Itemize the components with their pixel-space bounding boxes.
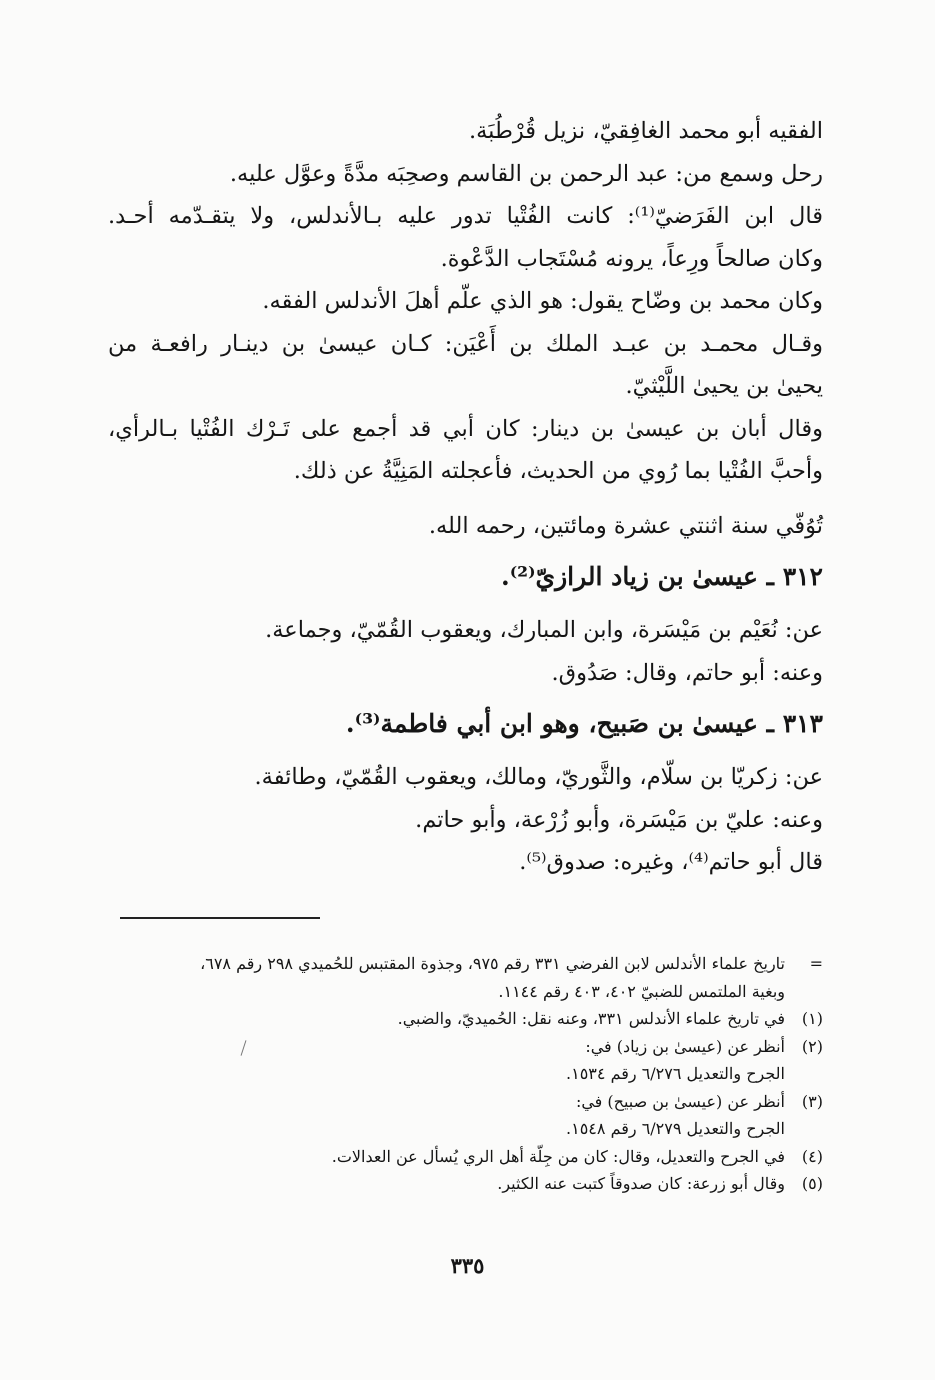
footnote-text: تاريخ علماء الأندلس لابن الفرضي ٣٣١ رقم ٩٧٥، وجذوة المقتبس للحُميدي ٢٩٨ رقم ٦٧٨،: [200, 954, 785, 973]
entry-313-line: عن: زكريّا بن سلّام، والثَّوريّ، ومالك، ويعقوب القُمّيّ، وطائفة.: [254, 764, 823, 790]
footnote-mark: (٥): [801, 1174, 823, 1193]
footnote-text: الجرح والتعديل ٦/٢٧٦ رقم ١٥٣٤.: [566, 1064, 785, 1083]
entry-313-line: وعنه: عليّ بن مَيْسَرة، وأبو زُرْعة، وأبو حاتم.: [415, 806, 823, 833]
footnote-text: في تاريخ علماء الأندلس ٣٣١، وعنه نقل: الحُميديّ، والضبي.: [397, 1009, 785, 1028]
footnotes: [108, 950, 823, 1198]
footnote-text: أنظر عن (عيسىٰ بن زياد) في:: [585, 1036, 785, 1056]
text-line: وأحبَّ الفُتْيا بما رُوي من الحديث، فأعجلته المَنِيَّةُ عن ذلك.: [293, 458, 823, 484]
footnote-mark: (١): [801, 1009, 823, 1028]
entry-312-heading: ٣١٢ ـ عيسىٰ بن زياد الرازيّ⁽²⁾.: [500, 562, 823, 591]
footnote-text: وقال أبو زرعة: كان صدوقاً كتبت عنه الكثير.: [497, 1174, 785, 1193]
footnote-separator: [120, 917, 320, 919]
text-line: وقـال محمـد بن عبـد الملك بن أَعْيَن: كـان عيسىٰ بن دينـار رافعـة من: [108, 330, 823, 357]
footnote-text: أنظر عن (عيسىٰ بن صبيح) في:: [575, 1091, 785, 1111]
footnote-text: في الجرح والتعديل، وقال: كان من جِلّة أهل الري يُسأل عن العدالات.: [331, 1146, 785, 1166]
footnote-text: الجرح والتعديل ٦/٢٧٩ رقم ١٥٤٨.: [566, 1119, 785, 1138]
footnote-text: وبغية الملتمس للضبيّ ٤٠٢، ٤٠٣ رقم ١١٤٤.: [498, 981, 785, 1001]
page-number: ٣٣٥: [450, 1253, 485, 1278]
text-line: يحيىٰ بن يحيىٰ اللَّيْثيّ.: [625, 373, 823, 399]
text-line: وكان محمد بن وضّاح يقول: هو الذي علّم أهلَ الأندلس الفقه.: [262, 288, 823, 314]
footnote-2: [108, 1033, 823, 1061]
footnote-mark: (٣): [801, 1091, 823, 1111]
entry-312-line: وعنه: أبو حاتم، وقال: صَدُوق.: [551, 659, 823, 686]
footnote-mark: (٤): [801, 1146, 823, 1166]
text-line: وقال أبان بن عيسىٰ بن دينار: كان أبي قد أجمع على تَـرْك الفُتْيا بـالرأي،: [108, 415, 823, 442]
entry-313-line: قال أبو حاتم⁽⁴⁾، وغيره: صدوق⁽⁵⁾.: [519, 849, 823, 875]
footnote-continued: [108, 950, 823, 978]
footnote-3: [108, 1088, 823, 1116]
main-text: [108, 110, 823, 884]
footnote-4: [108, 1143, 823, 1171]
footnote-mark: =: [809, 954, 823, 973]
text-line: قال ابن الفَرَضيّ⁽¹⁾: كانت الفُتْيا تدور عليه بـالأندلس، ولا يتقـدّمه أحـد.: [108, 203, 823, 229]
footnote-1: [108, 1005, 823, 1033]
text-line: رحل وسمع من: عبد الرحمن بن القاسم وصحِبَه مدَّةً وعوَّل عليه.: [229, 160, 823, 187]
footnote-5: [108, 1170, 823, 1198]
text-line: تُوُفّي سنة اثنتي عشرة ومائتين، رحمه الله.: [428, 512, 823, 539]
text-line: الفقيه أبو محمد الغافِقيّ، نزيل قُرْطُبَة.: [468, 118, 823, 144]
footnote-mark: (٢): [801, 1036, 823, 1056]
entry-312-line: عن: نُعَيْم بن مَيْسَرة، وابن المبارك، ويعقوب القُمّيّ، وجماعة.: [265, 617, 823, 643]
entry-313-heading: ٣١٣ ـ عيسىٰ بن صَبيح، وهو ابن أبي فاطمة⁽³⁾.: [345, 709, 823, 738]
text-line: وكان صالحاً ورِعاً، يرونه مُسْتَجاب الدَّعْوة.: [440, 245, 823, 272]
